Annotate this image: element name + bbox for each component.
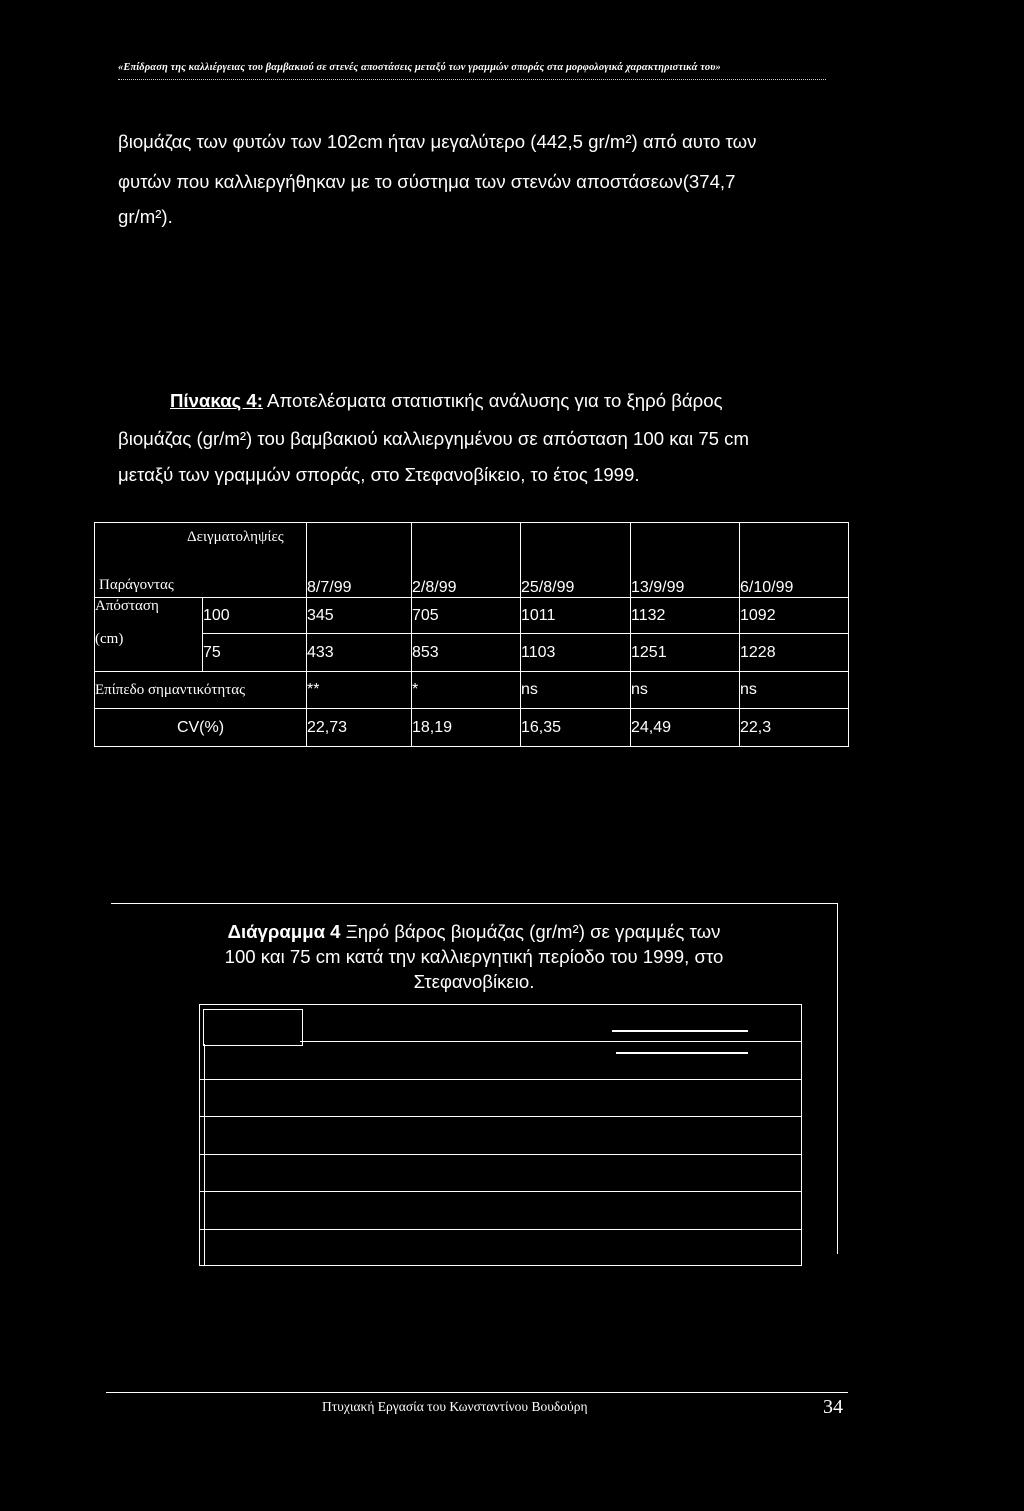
- table-cell: 705: [412, 598, 521, 634]
- results-table: [94, 522, 849, 747]
- table-cell: 1103: [521, 634, 631, 672]
- running-header: «Επίδραση της καλλιέργειας του βαμβακιού σε στενές αποστάσεις μεταξύ των γραμμών σποράς στα μορφολογικά χαρακτηριστικά του»: [118, 62, 721, 73]
- cv-cell: 22,73: [307, 709, 412, 747]
- significance-row: [95, 672, 849, 709]
- cv-cell: 22,3: [740, 709, 849, 747]
- date-header: 6/10/99: [740, 523, 849, 598]
- table-caption-line-3: μεταξύ των γραμμών σποράς, στο Στεφανοβίκειο, το έτος 1999.: [118, 464, 640, 485]
- chart-axis: [204, 1044, 205, 1266]
- footer-rule: [106, 1392, 848, 1393]
- table-cell: 1011: [521, 598, 631, 634]
- cv-row: [95, 709, 849, 747]
- header-rule: [118, 79, 826, 80]
- date-header: 25/8/99: [521, 523, 631, 598]
- diagram-title-line-3: Στεφανοβίκειο.: [413, 971, 535, 992]
- diagram-title-line-2: 100 και 75 cm κατά την καλλιεργητική περίοδο του 1999, στο: [224, 946, 724, 967]
- table-row: [95, 634, 849, 672]
- legend-box: [203, 1009, 303, 1046]
- cv-label: CV(%): [95, 709, 307, 747]
- distance-value: 100: [203, 598, 307, 634]
- significance-cell: ns: [740, 672, 849, 709]
- diagram-label: Διάγραμμα 4: [227, 921, 341, 942]
- gridline: [199, 1229, 802, 1230]
- distance-label: Απόσταση: [95, 598, 159, 614]
- cv-cell: 18,19: [412, 709, 521, 747]
- gridline: [199, 1191, 802, 1192]
- gridline: [199, 1079, 802, 1080]
- significance-cell: ns: [521, 672, 631, 709]
- distance-value: 75: [203, 634, 307, 672]
- date-header: 13/9/99: [631, 523, 740, 598]
- table-cell: 433: [307, 634, 412, 672]
- table-header-row: [95, 523, 849, 598]
- table-caption-label: Πίνακας 4:: [170, 390, 263, 411]
- paragraph-line-1: βιομάζας των φυτών των 102cm ήταν μεγαλύτερο (442,5 gr/m²) από αυτο των: [118, 131, 757, 152]
- cv-cell: 24,49: [631, 709, 740, 747]
- corner-samples-label: Δειγματοληψίες: [187, 529, 284, 545]
- table-corner-cell: [95, 523, 307, 598]
- table-row: [95, 598, 849, 634]
- distance-unit-label: (cm): [95, 631, 124, 647]
- results-table-wrapper: [94, 522, 849, 747]
- paragraph-line-3: gr/m²).: [118, 206, 173, 227]
- series-line-segment: [616, 1052, 748, 1054]
- distance-label-cell: [95, 598, 203, 672]
- gridline: [199, 1154, 802, 1155]
- diagram-title-line-1: [111, 919, 837, 944]
- date-header: 2/8/99: [412, 523, 521, 598]
- paragraph-line-2: φυτών που καλλιεργήθηκαν με το σύστημα των στενών αποστάσεων(374,7: [118, 171, 736, 192]
- significance-cell: *: [412, 672, 521, 709]
- table-cell: 1251: [631, 634, 740, 672]
- page-number: 34: [823, 1396, 843, 1418]
- table-cell: 1132: [631, 598, 740, 634]
- series-line-segment: [612, 1030, 748, 1032]
- table-cell: 853: [412, 634, 521, 672]
- date-header: 8/7/99: [307, 523, 412, 598]
- table-cell: 1092: [740, 598, 849, 634]
- gridline: [300, 1041, 802, 1042]
- table-cell: 345: [307, 598, 412, 634]
- significance-label: Επίπεδο σημαντικότητας: [95, 672, 307, 709]
- table-caption-text-1: Αποτελέσματα στατιστικής ανάλυσης για το ξηρό βάρος: [262, 390, 723, 411]
- significance-cell: **: [307, 672, 412, 709]
- diagram-title-text-1: Ξηρό βάρος βιομάζας (gr/m²) σε γραμμές των: [340, 921, 721, 942]
- table-cell: 1228: [740, 634, 849, 672]
- cv-cell: 16,35: [521, 709, 631, 747]
- footer-text: Πτυχιακή Εργασία του Κωνσταντίνου Βουδούρη: [322, 1399, 588, 1414]
- gridline: [199, 1116, 802, 1117]
- significance-cell: ns: [631, 672, 740, 709]
- diagram-title: [111, 919, 837, 994]
- table-caption-line-2: βιομάζας (gr/m²) του βαμβακιού καλλιεργημένου σε απόσταση 100 και 75 cm: [118, 428, 749, 449]
- corner-factor-label: Παράγοντας: [99, 577, 174, 593]
- table-caption-line-1: [170, 390, 723, 411]
